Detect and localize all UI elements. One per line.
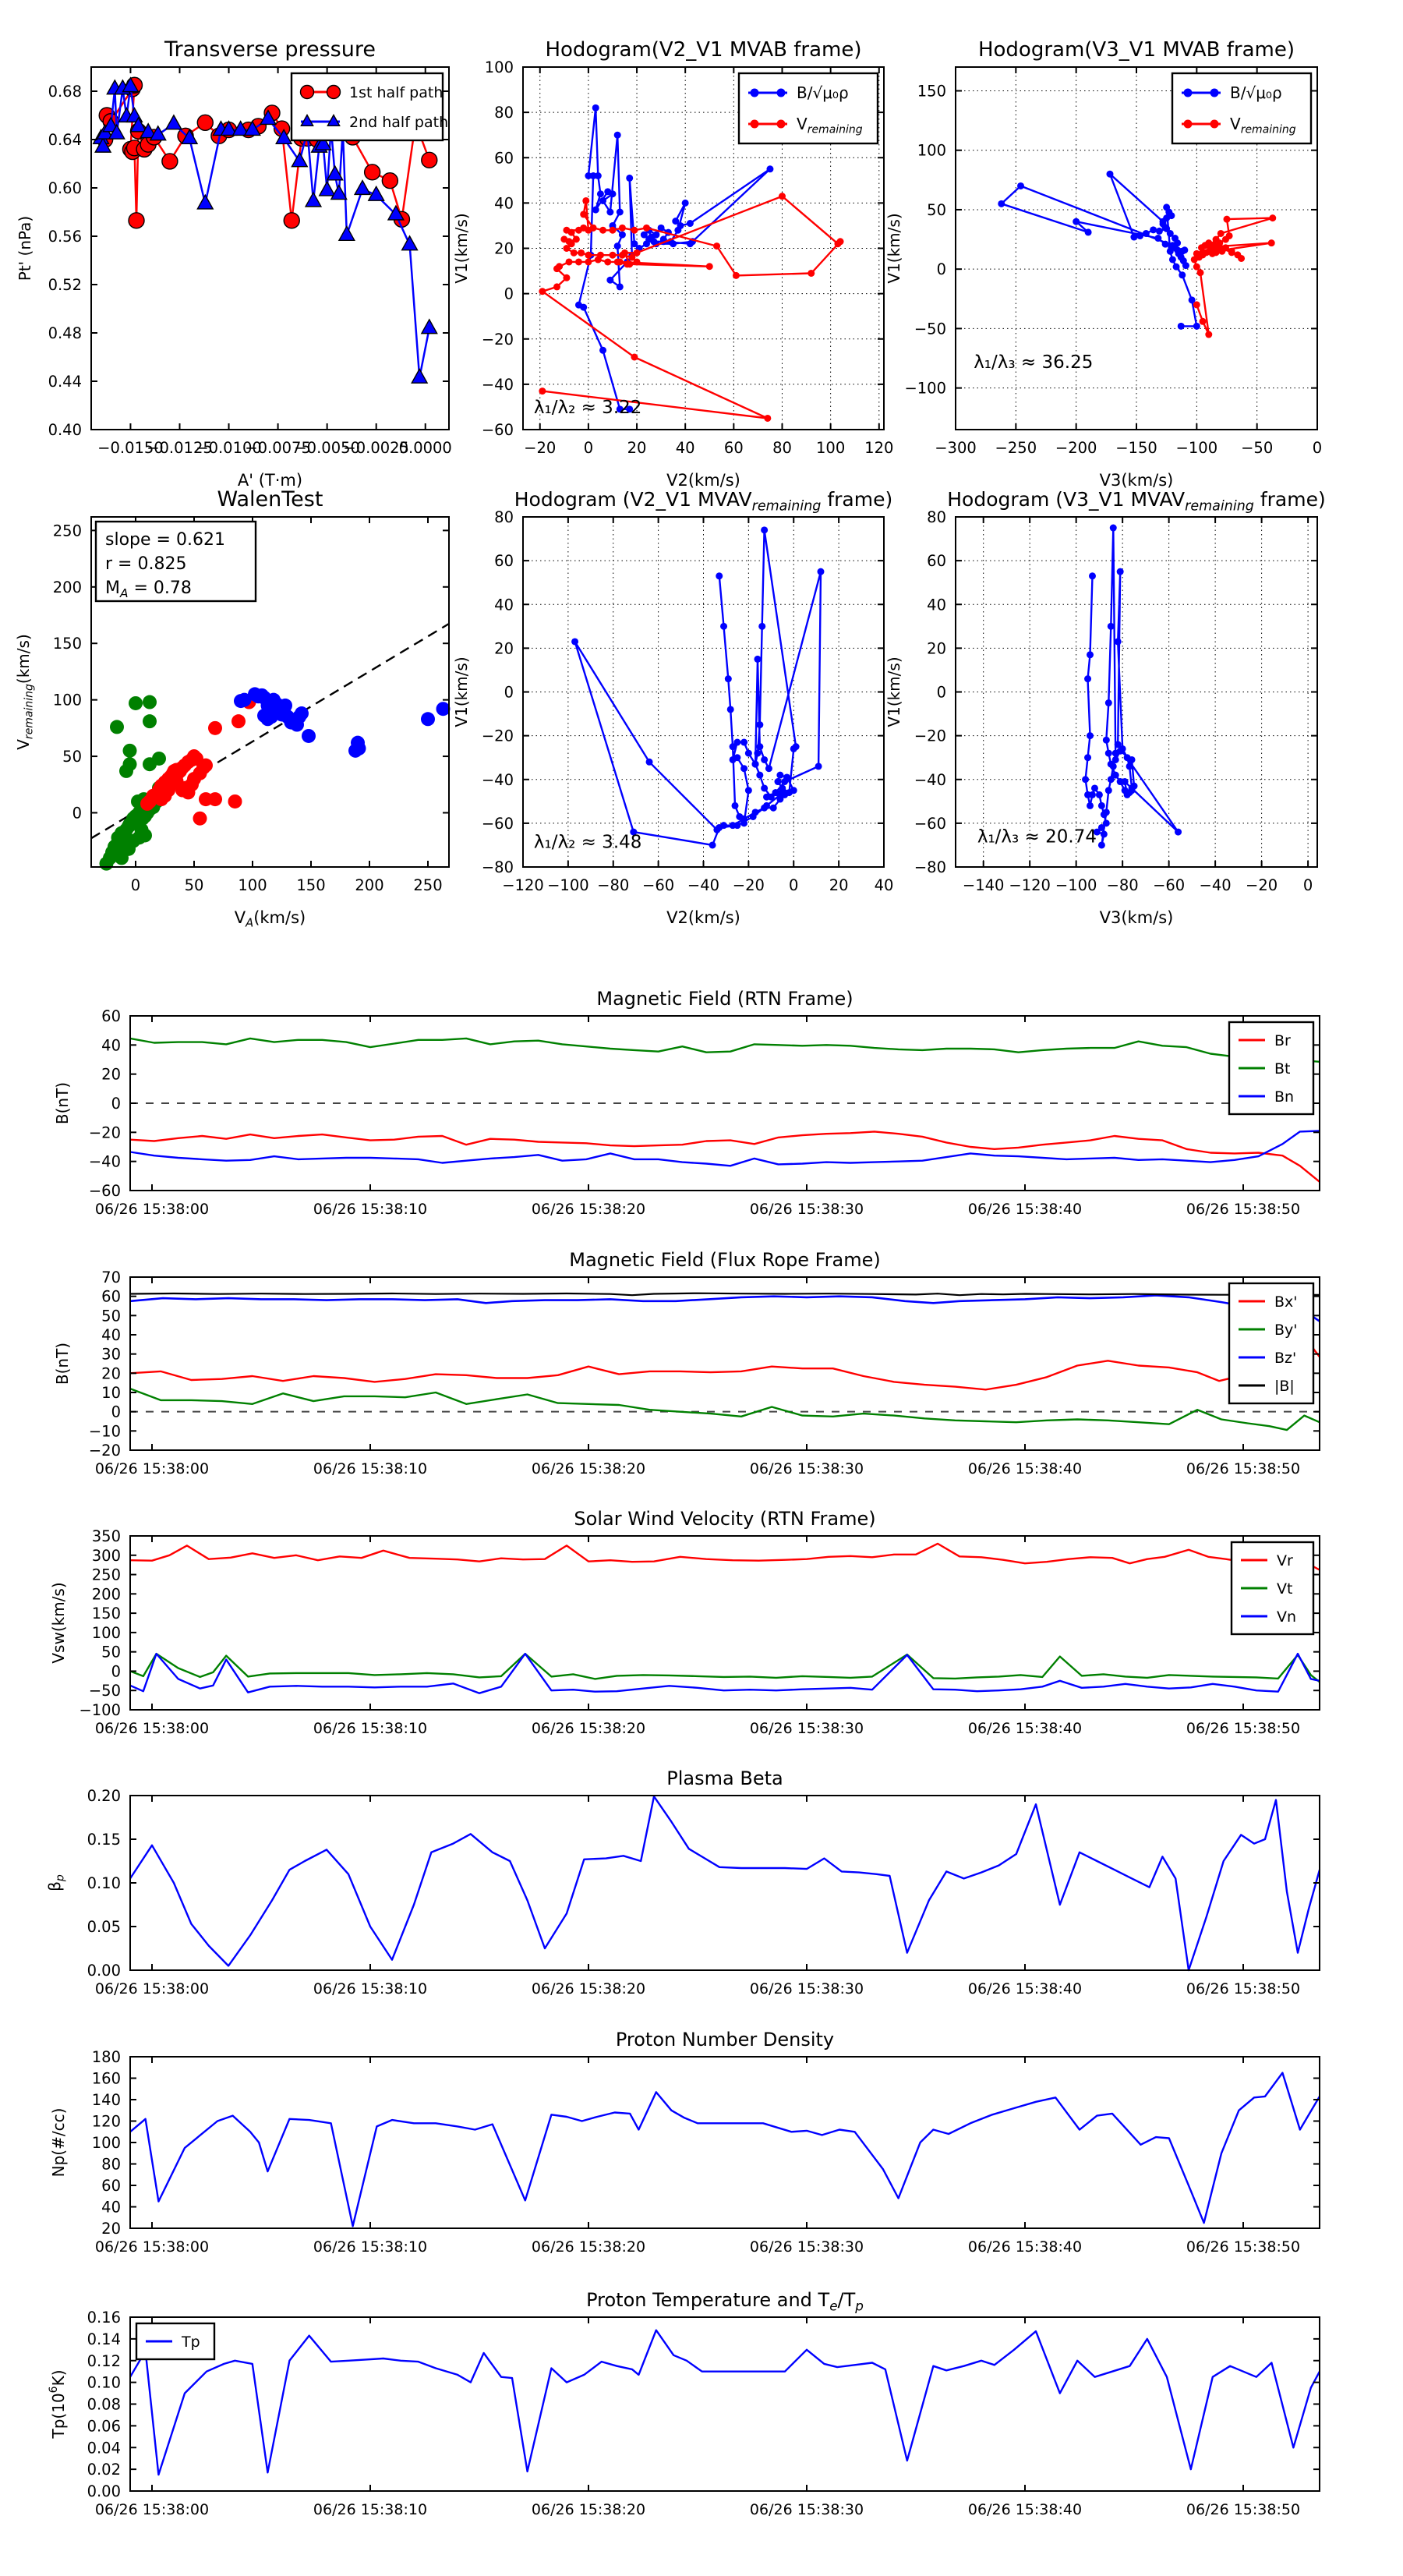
svg-text:120: 120 (864, 439, 894, 457)
svg-text:100: 100 (917, 141, 946, 160)
svg-text:0: 0 (1302, 876, 1313, 894)
hodogram-v2v1-mvav-series-b (571, 526, 824, 848)
svg-text:Magnetic Field (Flux Rope Fram: Magnetic Field (Flux Rope Frame) (569, 1249, 881, 1271)
svg-text:06/26 15:38:40: 06/26 15:38:40 (967, 1980, 1083, 1997)
svg-text:50: 50 (184, 876, 204, 894)
svg-text:0.44: 0.44 (48, 373, 82, 391)
mag-flux-rope-legend (1229, 1283, 1313, 1403)
svg-text:06/26 15:38:50: 06/26 15:38:50 (1186, 1460, 1301, 1477)
svg-text:06/26 15:38:10: 06/26 15:38:10 (313, 2238, 428, 2256)
svg-text:0.12: 0.12 (87, 2351, 121, 2370)
svg-text:50: 50 (101, 1643, 121, 1661)
svg-text:−20: −20 (524, 439, 557, 457)
svg-text:80: 80 (772, 439, 792, 457)
mag-flux-rope-series--b- (130, 1293, 1320, 1296)
svg-text:0.48: 0.48 (48, 324, 82, 342)
svg-text:06/26 15:38:30: 06/26 15:38:30 (749, 1980, 864, 1997)
svg-text:0: 0 (504, 285, 514, 303)
svg-text:20: 20 (494, 239, 514, 258)
svg-text:0.00: 0.00 (87, 2482, 121, 2500)
svg-text:−60: −60 (481, 421, 514, 439)
hodogram-v3v1-mvav-series-b (1082, 525, 1182, 849)
svg-text:−60: −60 (642, 876, 675, 894)
svg-text:−100: −100 (1055, 876, 1097, 894)
svg-text:1st half path: 1st half path (349, 84, 444, 101)
svg-text:V1(km/s): V1(km/s) (452, 213, 471, 284)
svg-text:10: 10 (101, 1384, 121, 1402)
svg-text:−60: −60 (88, 1182, 121, 1200)
svg-text:V2(km/s): V2(km/s) (666, 908, 740, 927)
svg-text:0.08: 0.08 (87, 2395, 121, 2414)
hodogram-v3v1-mvab (885, 38, 1322, 490)
svg-text:80: 80 (927, 508, 946, 526)
svg-text:λ₁/λ₃ ≈ 20.74: λ₁/λ₃ ≈ 20.74 (977, 826, 1097, 847)
svg-text:−20: −20 (914, 727, 946, 745)
svg-text:06/26 15:38:40: 06/26 15:38:40 (967, 1720, 1083, 1737)
svg-text:−20: −20 (481, 330, 514, 349)
svg-text:|B|: |B| (1274, 1378, 1295, 1395)
svg-text:06/26 15:38:00: 06/26 15:38:00 (94, 1460, 210, 1477)
svg-text:Vremaining(km/s): $V_{remaining}(km/s)$ (14, 634, 36, 750)
transverse-pressure (16, 37, 452, 490)
svg-text:06/26 15:38:20: 06/26 15:38:20 (531, 2501, 646, 2518)
svg-text:150: 150 (91, 1605, 121, 1623)
svg-text:06/26 15:38:50: 06/26 15:38:50 (1186, 1201, 1301, 1218)
svg-text:λ₁/λ₃ ≈ 36.25: λ₁/λ₃ ≈ 36.25 (974, 352, 1094, 373)
svg-text:−0.0150: −0.0150 (97, 439, 164, 457)
svg-text:0: 0 (72, 804, 82, 823)
svg-text:140: 140 (91, 2091, 121, 2109)
svg-text:80: 80 (494, 104, 514, 122)
svg-text:V1(km/s): V1(km/s) (452, 656, 471, 727)
svg-text:0.20: 0.20 (87, 1787, 121, 1805)
svg-text:Pt' (nPa): Pt' (nPa) (16, 215, 34, 281)
svg-text:0: 0 (1312, 439, 1323, 457)
svg-text:Hodogram(V2_V1 MVAB frame): Hodogram(V2_V1 MVAB frame) (545, 38, 862, 62)
svg-text:150: 150 (52, 635, 82, 653)
svg-text:0.56: 0.56 (48, 228, 82, 246)
svg-text:B/√μ₀ρ: B/√μ₀ρ (797, 83, 849, 102)
svg-text:0.14: 0.14 (87, 2330, 121, 2348)
svg-text:350: 350 (91, 1527, 121, 1545)
svg-text:MA = 0.78: $M_A = 0.78$ (105, 579, 192, 600)
svg-text:−120: −120 (1009, 876, 1051, 894)
svg-text:06/26 15:38:20: 06/26 15:38:20 (531, 1980, 646, 1997)
svg-text:−40: −40 (1199, 876, 1232, 894)
svg-text:60: 60 (494, 552, 514, 571)
svg-text:100: 100 (91, 2134, 121, 2152)
svg-text:06/26 15:38:00: 06/26 15:38:00 (94, 2501, 210, 2518)
svg-text:20: 20 (101, 2220, 121, 2238)
svg-text:Hodogram (V2_V1 MVAVremaining: Hodogram (V2_V1 $MVAV_{remaining}$ frame) (514, 488, 893, 515)
walen-test-series-blue (234, 687, 451, 757)
solar-wind-velocity-series-vr (130, 1544, 1320, 1570)
svg-text:40: 40 (101, 1036, 121, 1055)
svg-text:−40: −40 (481, 770, 514, 789)
svg-text:06/26 15:38:10: 06/26 15:38:10 (313, 2501, 428, 2518)
svg-text:50: 50 (62, 748, 82, 766)
svg-text:06/26 15:38:40: 06/26 15:38:40 (967, 1201, 1083, 1218)
svg-text:WalenTest: WalenTest (217, 487, 323, 511)
svg-text:06/26 15:38:50: 06/26 15:38:50 (1186, 1720, 1301, 1737)
svg-text:A' (T·m): A' (T·m) (237, 471, 303, 490)
svg-text:−10: −10 (88, 1422, 121, 1441)
svg-text:−100: −100 (1175, 439, 1218, 457)
svg-text:100: 100 (91, 1623, 121, 1642)
plasma-beta (45, 1767, 1320, 1997)
svg-text:−20: −20 (732, 876, 765, 894)
svg-text:−120: −120 (502, 876, 544, 894)
svg-text:Tp: Tp (182, 2334, 200, 2351)
svg-text:−0.0025: −0.0025 (343, 439, 409, 457)
hodogram-v3v1-mvab-series-v-remaining (1191, 214, 1277, 338)
hodogram-v2v1-mvab (452, 38, 893, 490)
svg-text:40: 40 (494, 596, 514, 614)
svg-text:Bt: Bt (1274, 1060, 1291, 1077)
svg-text:300: 300 (91, 1546, 121, 1565)
svg-text:−150: −150 (1115, 439, 1157, 457)
svg-text:180: 180 (91, 2048, 121, 2066)
svg-text:06/26 15:38:10: 06/26 15:38:10 (313, 1720, 428, 1737)
svg-text:250: 250 (52, 522, 82, 540)
svg-text:Transverse pressure: Transverse pressure (164, 37, 376, 62)
svg-text:0: 0 (111, 1662, 121, 1681)
svg-text:λ₁/λ₂ ≈ 3.22: λ₁/λ₂ ≈ 3.22 (533, 398, 642, 419)
mag-flux-rope-series-bx- (130, 1346, 1320, 1390)
svg-text:40: 40 (927, 596, 946, 614)
svg-text:B(nT): B(nT) (53, 1081, 72, 1125)
svg-text:0: 0 (936, 683, 946, 702)
svg-text:06/26 15:38:20: 06/26 15:38:20 (531, 2238, 646, 2256)
svg-text:−20: −20 (1246, 876, 1278, 894)
svg-text:Tp(106K): $Tp(10^6K)$ (48, 2369, 68, 2439)
hodogram-v2v1-mvab-series-b-sqrt-mu0-rho- (575, 104, 773, 413)
svg-text:0: 0 (583, 439, 594, 457)
svg-text:B/√μ₀ρ: B/√μ₀ρ (1230, 83, 1282, 102)
svg-text:80: 80 (494, 508, 514, 526)
svg-text:βp: $\beta_p$ (45, 1874, 67, 1891)
svg-text:Plasma Beta: Plasma Beta (666, 1767, 783, 1789)
svg-text:−80: −80 (1106, 876, 1139, 894)
svg-text:−40: −40 (687, 876, 720, 894)
svg-text:60: 60 (723, 439, 744, 457)
svg-text:−40: −40 (88, 1152, 121, 1171)
svg-text:−100: −100 (547, 876, 589, 894)
svg-text:60: 60 (101, 1007, 121, 1025)
svg-text:250: 250 (91, 1566, 121, 1584)
svg-text:200: 200 (355, 876, 384, 894)
svg-text:06/26 15:38:50: 06/26 15:38:50 (1186, 1980, 1301, 1997)
svg-text:0.64: 0.64 (48, 131, 82, 149)
svg-text:−80: −80 (481, 858, 514, 876)
svg-text:0.16: 0.16 (87, 2309, 121, 2327)
svg-text:0.52: 0.52 (48, 276, 82, 294)
svg-text:0.15: 0.15 (87, 1831, 121, 1849)
svg-text:06/26 15:38:00: 06/26 15:38:00 (94, 1980, 210, 1997)
svg-text:200: 200 (91, 1585, 121, 1604)
svg-text:06/26 15:38:10: 06/26 15:38:10 (313, 1980, 428, 1997)
svg-text:Bn: Bn (1274, 1088, 1295, 1106)
mag-flux-rope-series-bz- (130, 1295, 1320, 1321)
proton-temperature-series-tp (130, 2330, 1320, 2475)
svg-text:V3(km/s): V3(km/s) (1099, 471, 1174, 490)
svg-text:06/26 15:38:20: 06/26 15:38:20 (531, 1720, 646, 1737)
svg-text:0.10: 0.10 (87, 1874, 121, 1892)
svg-text:Vremaining: $V_{remaining}$ (797, 115, 863, 136)
svg-text:200: 200 (52, 578, 82, 596)
svg-text:06/26 15:38:00: 06/26 15:38:00 (94, 1720, 210, 1737)
svg-text:V2(km/s): V2(km/s) (666, 471, 740, 490)
svg-text:Vt: Vt (1277, 1580, 1293, 1598)
svg-text:−0.0050: −0.0050 (294, 439, 360, 457)
svg-text:Hodogram(V3_V1 MVAB frame): Hodogram(V3_V1 MVAB frame) (977, 38, 1295, 62)
solar-wind-velocity-legend (1232, 1542, 1313, 1634)
svg-text:0.02: 0.02 (87, 2461, 121, 2479)
svg-text:80: 80 (101, 2155, 121, 2174)
svg-text:−40: −40 (481, 375, 514, 394)
proton-density-series-np (130, 2073, 1320, 2227)
proton-temperature-legend (136, 2323, 214, 2359)
svg-text:06/26 15:38:40: 06/26 15:38:40 (967, 2238, 1083, 2256)
svg-text:−50: −50 (914, 320, 946, 338)
svg-text:r = 0.825: r = 0.825 (105, 554, 187, 574)
svg-text:−20: −20 (88, 1442, 121, 1460)
plasma-beta-series-beta (130, 1796, 1320, 1970)
svg-text:Vr: Vr (1277, 1552, 1293, 1569)
svg-text:40: 40 (101, 2198, 121, 2217)
svg-text:06/26 15:38:50: 06/26 15:38:50 (1186, 2501, 1301, 2518)
svg-text:−0.0125: −0.0125 (147, 439, 213, 457)
svg-text:20: 20 (627, 439, 647, 457)
hodogram-v2v1-mvab-legend (739, 73, 878, 143)
solar-wind-velocity-series-vt (130, 1654, 1320, 1682)
svg-text:−40: −40 (914, 770, 946, 789)
svg-text:100: 100 (52, 691, 82, 709)
solar-wind-velocity (49, 1508, 1320, 1737)
svg-text:160: 160 (91, 2069, 121, 2088)
svg-text:06/26 15:38:30: 06/26 15:38:30 (749, 1720, 864, 1737)
hodogram-v3v1-mvab-legend (1172, 73, 1311, 143)
svg-text:−60: −60 (914, 814, 946, 833)
svg-text:0: 0 (111, 1403, 121, 1421)
svg-text:20: 20 (829, 876, 849, 894)
svg-text:−60: −60 (481, 814, 514, 833)
svg-text:−100: −100 (79, 1701, 121, 1719)
svg-text:06/26 15:38:00: 06/26 15:38:00 (94, 2238, 210, 2256)
svg-text:40: 40 (494, 194, 514, 213)
hodogram-v2v1-mvav (452, 488, 893, 927)
svg-text:B(nT): B(nT) (53, 1342, 72, 1385)
svg-text:V1(km/s): V1(km/s) (885, 213, 903, 284)
svg-text:0.04: 0.04 (87, 2439, 121, 2457)
svg-text:Vsw(km/s): Vsw(km/s) (49, 1582, 68, 1664)
svg-text:0.05: 0.05 (87, 1918, 121, 1936)
svg-text:Proton Temperature and Te/Tp: Proton Temperature and $T_e/T_p$ (586, 2289, 864, 2314)
svg-text:06/26 15:38:20: 06/26 15:38:20 (531, 1201, 646, 1218)
svg-text:20: 20 (494, 639, 514, 658)
walen-test (14, 487, 451, 930)
svg-text:100: 100 (484, 58, 514, 76)
svg-text:60: 60 (927, 552, 946, 571)
svg-text:06/26 15:38:00: 06/26 15:38:00 (94, 1201, 210, 1218)
svg-text:−50: −50 (88, 1682, 121, 1700)
svg-text:150: 150 (296, 876, 326, 894)
svg-text:−0.0075: −0.0075 (245, 439, 311, 457)
svg-text:06/26 15:38:40: 06/26 15:38:40 (967, 2501, 1083, 2518)
svg-text:0.10: 0.10 (87, 2373, 121, 2392)
svg-text:0.06: 0.06 (87, 2417, 121, 2436)
svg-text:0: 0 (111, 1095, 121, 1113)
svg-text:30: 30 (101, 1345, 121, 1364)
svg-text:0.0000: 0.0000 (398, 439, 452, 457)
svg-text:06/26 15:38:10: 06/26 15:38:10 (313, 1460, 428, 1477)
mag-rtn (53, 988, 1320, 1218)
svg-text:60: 60 (101, 2177, 121, 2195)
svg-text:40: 40 (101, 1326, 121, 1344)
svg-text:V3(km/s): V3(km/s) (1099, 908, 1174, 927)
mag-rtn-legend (1229, 1022, 1313, 1114)
svg-text:−60: −60 (1153, 876, 1186, 894)
svg-text:100: 100 (238, 876, 267, 894)
svg-text:40: 40 (874, 876, 894, 894)
svg-text:06/26 15:38:10: 06/26 15:38:10 (313, 1201, 428, 1218)
mag-rtn-series-br (130, 1131, 1320, 1181)
svg-text:20: 20 (101, 1364, 121, 1383)
svg-text:60: 60 (101, 1287, 121, 1306)
svg-text:slope = 0.621: slope = 0.621 (105, 530, 225, 550)
proton-temperature (48, 2289, 1320, 2518)
svg-text:120: 120 (91, 2112, 121, 2131)
svg-text:06/26 15:38:20: 06/26 15:38:20 (531, 1460, 646, 1477)
svg-text:06/26 15:38:30: 06/26 15:38:30 (749, 2238, 864, 2256)
svg-text:0: 0 (504, 683, 514, 702)
hodogram-v3v1-mvav (885, 488, 1326, 927)
svg-text:2nd half path: 2nd half path (349, 114, 449, 131)
hodogram-v3v1-mvab-series-b-sqrt-mu0-rho- (998, 171, 1200, 330)
svg-text:Solar Wind Velocity (RTN Frame: Solar Wind Velocity (RTN Frame) (574, 1508, 876, 1530)
svg-text:70: 70 (101, 1269, 121, 1286)
svg-text:06/26 15:38:50: 06/26 15:38:50 (1186, 2238, 1301, 2256)
svg-text:Magnetic Field (RTN Frame): Magnetic Field (RTN Frame) (596, 988, 853, 1010)
svg-text:−20: −20 (88, 1123, 121, 1142)
svg-text:150: 150 (917, 82, 946, 101)
transverse-pressure-legend (292, 73, 448, 140)
svg-text:VA(km/s): $V_A(km/s)$ (234, 908, 306, 930)
svg-text:0: 0 (130, 876, 141, 894)
mag-flux-rope (53, 1249, 1320, 1477)
svg-text:−80: −80 (914, 858, 946, 876)
svg-text:06/26 15:38:30: 06/26 15:38:30 (749, 1460, 864, 1477)
svg-text:0.40: 0.40 (48, 421, 82, 439)
svg-text:0: 0 (789, 876, 799, 894)
svg-text:100: 100 (816, 439, 846, 457)
svg-text:−250: −250 (995, 439, 1037, 457)
svg-text:0.00: 0.00 (87, 1962, 121, 1980)
svg-text:Proton Number Density: Proton Number Density (615, 2029, 835, 2051)
svg-text:0: 0 (936, 260, 946, 279)
svg-text:−300: −300 (935, 439, 977, 457)
proton-density (49, 2029, 1320, 2256)
mag-rtn-series-bt (130, 1039, 1320, 1062)
svg-text:0.68: 0.68 (48, 83, 82, 101)
mag-flux-rope-series-by- (130, 1389, 1320, 1430)
svg-text:V1(km/s): V1(km/s) (885, 656, 903, 727)
svg-text:By': By' (1274, 1322, 1298, 1339)
svg-text:λ₁/λ₂ ≈ 3.48: λ₁/λ₂ ≈ 3.48 (533, 832, 642, 853)
svg-text:Np(#/cc): Np(#/cc) (49, 2107, 68, 2178)
svg-text:06/26 15:38:30: 06/26 15:38:30 (749, 1201, 864, 1218)
svg-text:−200: −200 (1055, 439, 1097, 457)
svg-text:40: 40 (675, 439, 695, 457)
svg-text:−50: −50 (1241, 439, 1274, 457)
svg-text:60: 60 (494, 149, 514, 168)
svg-text:20: 20 (101, 1065, 121, 1084)
svg-text:−140: −140 (962, 876, 1005, 894)
svg-text:50: 50 (927, 200, 946, 219)
svg-text:250: 250 (413, 876, 443, 894)
svg-text:Vn: Vn (1277, 1608, 1297, 1626)
svg-text:Bz': Bz' (1274, 1350, 1297, 1367)
svg-text:−0.0100: −0.0100 (196, 439, 262, 457)
svg-text:−100: −100 (904, 379, 946, 398)
svg-text:−80: −80 (597, 876, 630, 894)
svg-text:Hodogram (V3_V1 MVAVremaining: Hodogram (V3_V1 $MVAV_{remaining}$ frame) (947, 488, 1326, 515)
svg-text:Bx': Bx' (1274, 1293, 1298, 1311)
svg-text:50: 50 (101, 1307, 121, 1325)
svg-text:−20: −20 (481, 727, 514, 745)
svg-text:Vremaining: $V_{remaining}$ (1230, 115, 1296, 136)
svg-text:0.60: 0.60 (48, 179, 82, 197)
svg-text:06/26 15:38:40: 06/26 15:38:40 (967, 1460, 1083, 1477)
svg-text:06/26 15:38:30: 06/26 15:38:30 (749, 2501, 864, 2518)
svg-text:20: 20 (927, 639, 946, 658)
svg-text:Br: Br (1274, 1032, 1291, 1049)
